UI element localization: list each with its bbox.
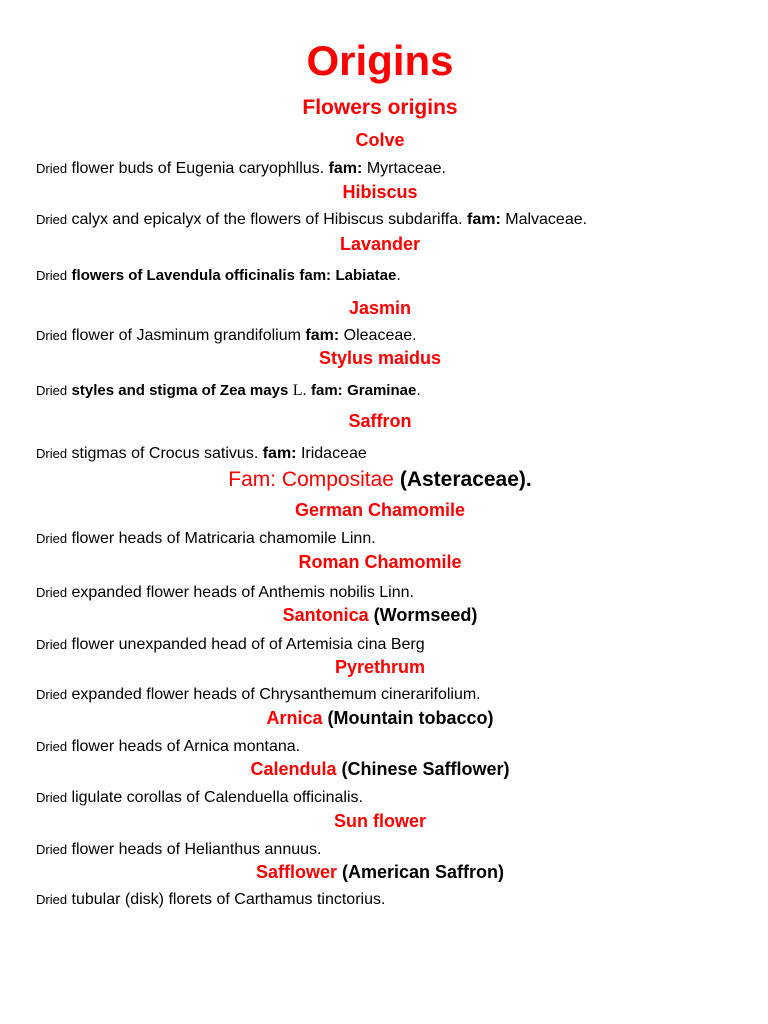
entry-text: styles and stigma of Zea mays [71, 382, 289, 399]
entry-text: flower of Jasminum grandifolium [71, 327, 301, 344]
entry-line-roman-chamomile [36, 583, 756, 603]
entry-text: ligulate corollas of Calenduella officinalis. [71, 789, 363, 806]
page-title: Origins [306, 37, 454, 84]
heading-safflower: Safflower (American Saffron) [255, 862, 505, 882]
entry-line-calendula [36, 788, 756, 808]
entry-text: flower unexpanded head of of Artemisia cina Berg [71, 636, 425, 653]
heading-stylus-maidus: Stylus maidus [318, 348, 442, 368]
entry-line-santonica [36, 635, 756, 655]
entry-text: expanded flower heads of Chrysanthemum cinerarifolium. [71, 686, 481, 703]
heading-alias: (American Saffron) [342, 862, 505, 882]
family-name: Iridaceae [300, 445, 367, 462]
entry-line-hibiscus [36, 210, 756, 230]
heading-german-chamomile: German Chamomile [294, 500, 466, 520]
dried-label: Dried [36, 268, 68, 283]
entry-text: calyx and epicalyx of the flowers of Hibiscus subdariffa. [71, 211, 463, 228]
entry-line-pyrethrum [36, 685, 756, 705]
fam-label: fam: [305, 327, 340, 344]
section-heading-compositae [0, 467, 760, 493]
family-name: Myrtaceae. [366, 160, 446, 177]
entry-line-german-chamomile [36, 529, 756, 549]
entry-line-sun-flower [36, 840, 756, 860]
entry-text: flowers of Lavendula officinalis [71, 267, 295, 284]
page-subtitle: Flowers origins [302, 96, 458, 119]
dried-label: Dried [36, 161, 68, 176]
section-family-name: Fam: Compositae [228, 468, 394, 491]
entry-line-colve [36, 159, 756, 179]
dried-label: Dried [36, 531, 68, 546]
entry-line-safflower [36, 890, 756, 910]
entry-text: expanded flower heads of Anthemis nobilis Linn. [71, 584, 414, 601]
entry-text: flower heads of Arnica montana. [71, 738, 301, 755]
entry-line-arnica [36, 737, 756, 757]
entry-line-saffron [36, 444, 756, 464]
dried-label: Dried [36, 446, 68, 461]
entry-text: flower heads of Helianthus annuus. [71, 841, 322, 858]
entry-line-lavander [36, 266, 756, 286]
heading-santonica: Santonica (Wormseed) [282, 605, 478, 625]
family-name: Oleaceae. [343, 327, 417, 344]
heading-calendula: Calendula (Chinese Safflower) [250, 759, 510, 779]
entry-text: flower buds of Eugenia caryophllus. [71, 160, 325, 177]
entry-line-jasmin [36, 326, 756, 346]
fam-label: fam: [310, 382, 343, 399]
family-name: Malvaceae. [505, 211, 588, 228]
section-alt-name: (Asteraceae). [399, 468, 532, 491]
heading-hibiscus: Hibiscus [342, 182, 418, 202]
dried-label: Dried [36, 842, 68, 857]
author-initial: L. [292, 382, 307, 399]
dried-label: Dried [36, 585, 68, 600]
dried-label: Dried [36, 739, 68, 754]
fam-label: fam: [262, 445, 297, 462]
heading-lavander: Lavander [339, 234, 421, 254]
heading-alias: (Wormseed) [373, 605, 478, 625]
fam-label: fam: [328, 160, 363, 177]
family-name: Graminae [347, 382, 417, 399]
dried-label: Dried [36, 383, 68, 398]
dried-label: Dried [36, 212, 68, 227]
dried-label: Dried [36, 328, 68, 343]
heading-saffron: Saffron [348, 411, 412, 431]
heading-sun-flower: Sun flower [333, 811, 426, 831]
heading-pyrethrum: Pyrethrum [334, 657, 426, 677]
entry-line-stylus-maidus [36, 381, 756, 401]
entry-end: . [396, 267, 401, 284]
heading-jasmin: Jasmin [348, 298, 412, 318]
entry-text: stigmas of Crocus sativus. [71, 445, 259, 462]
heading-roman-chamomile: Roman Chamomile [298, 552, 462, 572]
family-name: Labiatae [335, 267, 397, 284]
heading-arnica: Arnica (Mountain tobacco) [266, 708, 494, 728]
dried-label: Dried [36, 790, 68, 805]
fam-label: fam: [299, 267, 332, 284]
dried-label: Dried [36, 687, 68, 702]
entry-end: . [416, 382, 421, 399]
dried-label: Dried [36, 637, 68, 652]
heading-colve: Colve [355, 130, 405, 150]
fam-label: fam: [467, 211, 501, 228]
dried-label: Dried [36, 892, 68, 907]
heading-alias: (Mountain tobacco) [327, 708, 494, 728]
heading-alias: (Chinese Safflower) [341, 759, 510, 779]
entry-text: flower heads of Matricaria chamomile Linn. [71, 530, 376, 547]
entry-text: tubular (disk) florets of Carthamus tinctorius. [71, 891, 386, 908]
